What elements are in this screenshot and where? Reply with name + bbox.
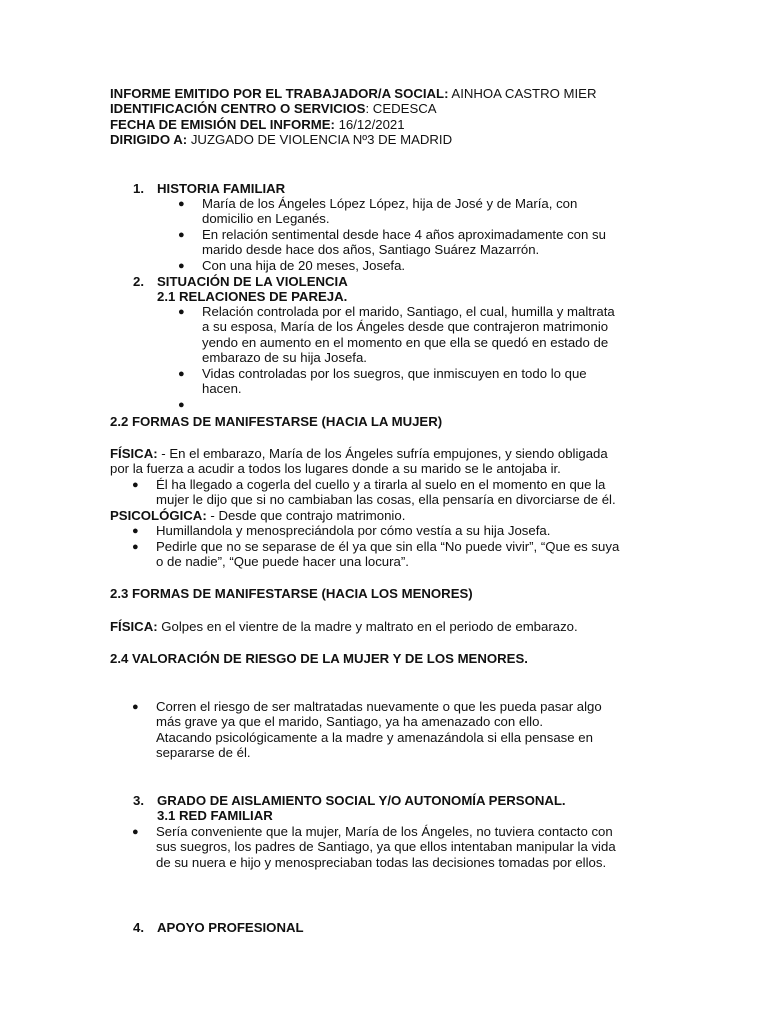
section-2-1-title: 2.1 RELACIONES DE PAREJA. <box>157 289 348 304</box>
s1-b2-l1: En relación sentimental desde hace 4 años aproximadamente con su <box>202 227 606 242</box>
s22-psico-line <box>110 508 405 523</box>
psico-label: PSICOLÓGICA: <box>110 508 207 523</box>
fisica-label: FÍSICA: <box>110 446 158 461</box>
bullet-icon: ● <box>178 198 185 210</box>
fisica-text: - En el embarazo, María de los Ángeles sufría empujones, y siendo obligada <box>157 446 608 461</box>
s1-b2-l2: marido desde hace dos años, Santiago Suárez Mazarrón. <box>202 242 540 257</box>
s22-fisica-line2: por la fuerza a acudir a todos los lugares donde a su marido se le antojaba ir. <box>110 461 561 476</box>
bullet-icon: ● <box>178 368 185 380</box>
section-2-4-title: 2.4 VALORACIÓN DE RIESGO DE LA MUJER Y DE LOS MENORES. <box>110 651 528 666</box>
s2-b2-l2: hacen. <box>202 381 242 396</box>
date-value: 16/12/2021 <box>334 117 405 132</box>
s22-b1-l1: Él ha llegado a cogerla del cuello y a tirarla al suelo en el momento en que la <box>156 477 606 492</box>
s22-b3-l1: Pedirle que no se separase de él ya que sin ella “No puede vivir”, “Que es suya <box>156 539 620 554</box>
bullet-icon: ● <box>132 826 139 838</box>
s23-fisica-line <box>110 619 578 634</box>
center-value: : CEDESCA <box>365 101 437 116</box>
to-value: JUZGADO DE VIOLENCIA Nº3 DE MADRID <box>187 132 453 147</box>
to-label: DIRIGIDO A: <box>110 132 188 147</box>
section-2-number: 2. <box>133 274 144 289</box>
section-2-title: SITUACIÓN DE LA VIOLENCIA <box>157 274 348 289</box>
section-2-2-title: 2.2 FORMAS DE MANIFESTARSE (HACIA LA MUJER) <box>110 414 443 429</box>
s23-fisica-text: Golpes en el vientre de la madre y maltrato en el periodo de embarazo. <box>157 619 578 634</box>
worker-label: INFORME EMITIDO POR EL TRABAJADOR/A SOCIAL: <box>110 86 449 101</box>
date-label: FECHA DE EMISIÓN DEL INFORME: <box>110 117 335 132</box>
section-4-number: 4. <box>133 920 144 935</box>
s22-b2-l1: Humillandola y menospreciándola por cómo vestía a su hija Josefa. <box>156 523 551 538</box>
s3-b1-l3: de su nuera e hijo y menospreciaban todas las decisiones tomadas por ellos. <box>156 855 607 870</box>
bullet-icon: ● <box>178 306 185 318</box>
s24-b1-l4: separarse de él. <box>156 745 251 760</box>
s2-b1-l4: embarazo de su hija Josefa. <box>202 350 367 365</box>
bullet-icon: ● <box>132 701 139 713</box>
s1-b3-l1: Con una hija de 20 meses, Josefa. <box>202 258 406 273</box>
worker-value: AINHOA CASTRO MIER <box>448 86 597 101</box>
header-worker-line <box>110 86 597 101</box>
section-2-3-title: 2.3 FORMAS DE MANIFESTARSE (HACIA LOS MENORES) <box>110 586 473 601</box>
header-to-line <box>110 132 452 147</box>
s3-b1-l1: Sería conveniente que la mujer, María de los Ángeles, no tuviera contacto con <box>156 824 613 839</box>
s1-b1-l2: domicilio en Leganés. <box>202 211 330 226</box>
bullet-icon: ● <box>178 260 185 272</box>
bullet-icon: ● <box>178 229 185 241</box>
s22-fisica-line1 <box>110 446 608 461</box>
s24-b1-l2: más grave ya que el marido, Santiago, ya ha amenazado con ello. <box>156 714 544 729</box>
bullet-icon: ● <box>132 525 139 537</box>
header-date-line <box>110 117 405 132</box>
section-3-number: 3. <box>133 793 144 808</box>
s24-b1-l3: Atacando psicológicamente a la madre y amenazándola si ella pensase en <box>156 730 593 745</box>
section-1-number: 1. <box>133 181 144 196</box>
center-label: IDENTIFICACIÓN CENTRO O SERVICIOS <box>110 101 366 116</box>
s22-b3-l2: o de nadie”, “Que puede hacer una locura”. <box>156 554 409 569</box>
psico-text: - Desde que contrajo matrimonio. <box>206 508 406 523</box>
s1-b1-l1: María de los Ángeles López López, hija de José y de María, con <box>202 196 578 211</box>
s2-b1-l1: Relación controlada por el marido, Santiago, el cual, humilla y maltrata <box>202 304 615 319</box>
section-3-1-title: 3.1 RED FAMILIAR <box>157 808 273 823</box>
bullet-icon: ● <box>178 399 185 411</box>
s2-b1-l3: yendo en aumento en el momento en que ella se quedó en estado de <box>202 335 609 350</box>
s2-b1-l2: a su esposa, María de los Ángeles desde que contrajeron matrimonio <box>202 319 609 334</box>
s22-b1-l2: mujer le dijo que si no cambiaban las cosas, ella pensaría en divorciarse de él. <box>156 492 616 507</box>
header-center-line <box>110 101 437 116</box>
s24-b1-l1: Corren el riesgo de ser maltratadas nuevamente o que les pueda pasar algo <box>156 699 602 714</box>
s3-b1-l2: sus suegros, los padres de Santiago, ya que ellos intentaban manipular la vida <box>156 839 616 854</box>
s23-fisica-label: FÍSICA: <box>110 619 158 634</box>
bullet-icon: ● <box>132 479 139 491</box>
s2-b2-l1: Vidas controladas por los suegros, que inmiscuyen en todo lo que <box>202 366 587 381</box>
section-4-title: APOYO PROFESIONAL <box>157 920 304 935</box>
section-3-title: GRADO DE AISLAMIENTO SOCIAL Y/O AUTONOMÍA PERSONAL. <box>157 793 566 808</box>
section-1-title: HISTORIA FAMILIAR <box>157 181 286 196</box>
bullet-icon: ● <box>132 541 139 553</box>
